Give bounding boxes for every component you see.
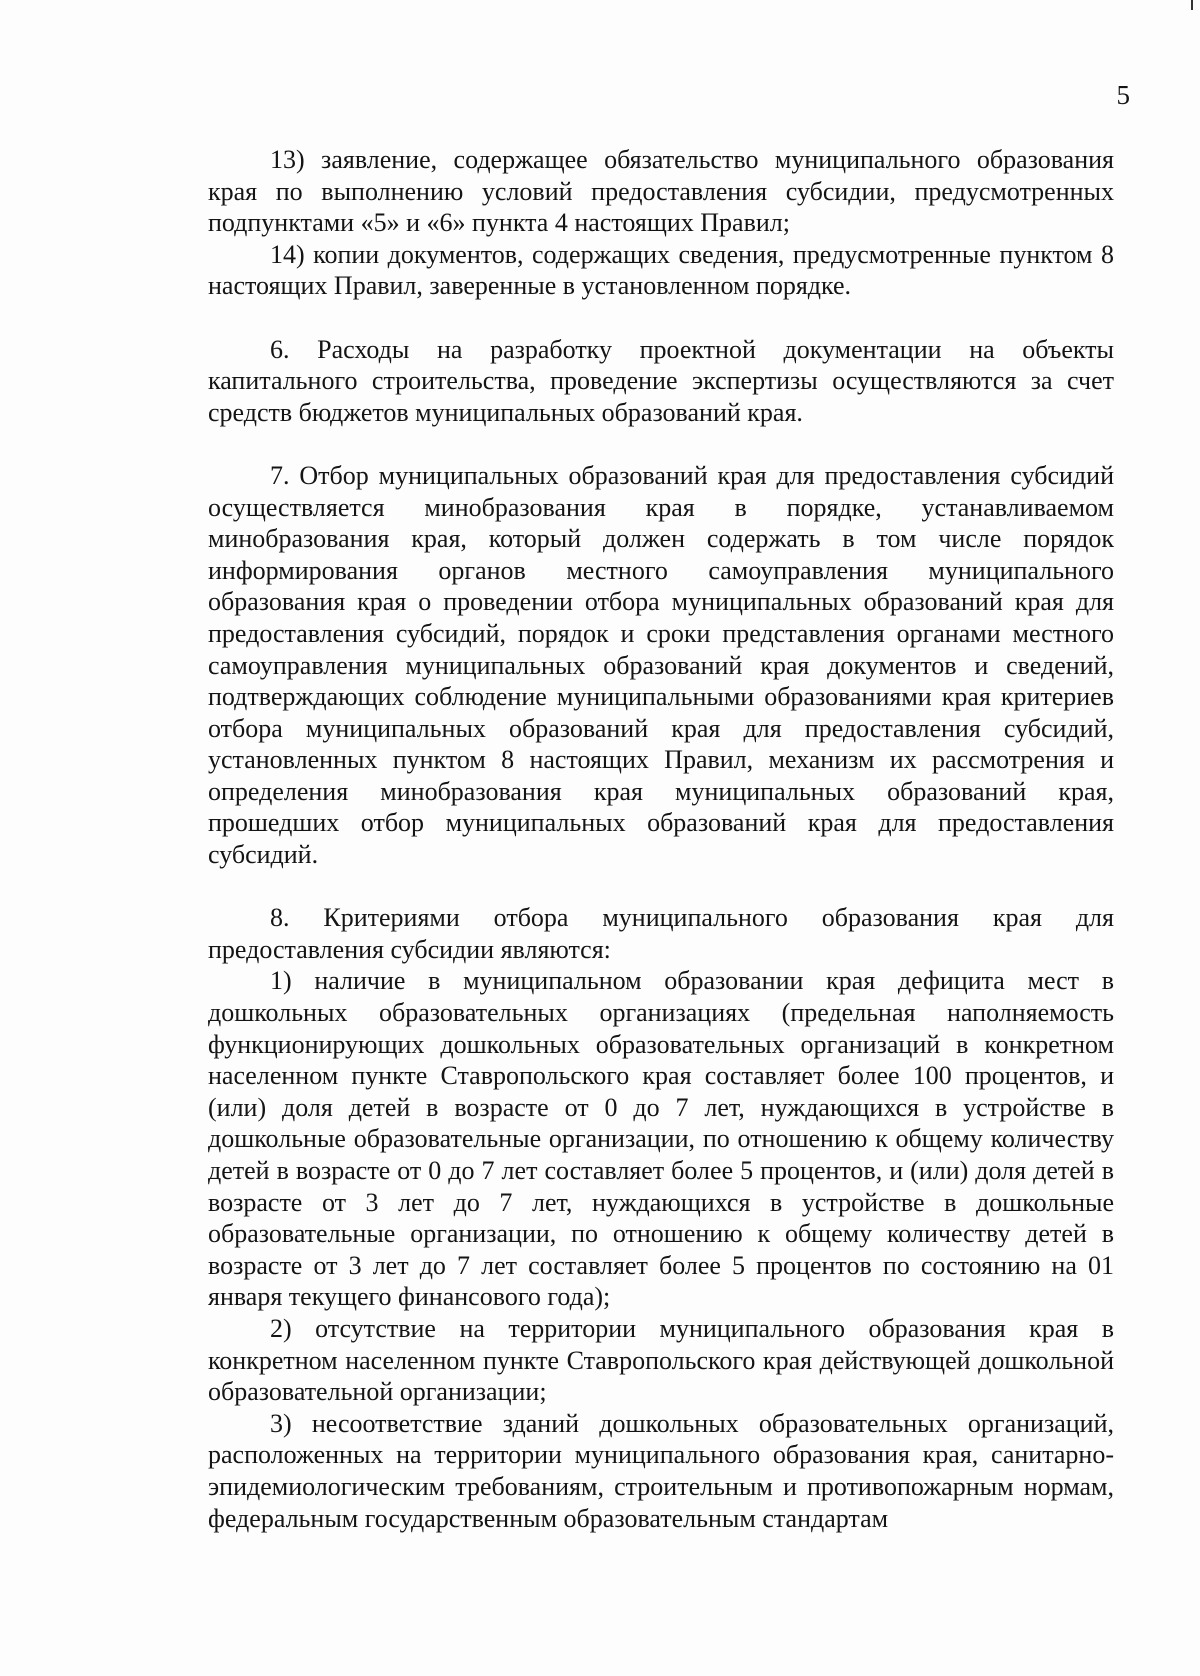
document-body — [208, 144, 1114, 1534]
paragraph-criterion-3: 3) несоответствие зданий дошкольных образовательных организаций, расположенных на территории муниципального образования края, санитарно-эпидемиологическим требованиям, строительным и противопожарным нормам, федеральным государственным образовательным стандартам — [208, 1408, 1114, 1533]
paragraph-item-13: 13) заявление, содержащее обязательство муниципального образования края по выполнению условий предоставления субсидии, предусмотренных подпунктами «5» и «6» пункта 4 настоящих Правил; — [208, 145, 1114, 238]
paragraph-section-8: 8. Критериями отбора муниципального образования края для предоставления субсидии являются: — [208, 903, 1114, 964]
paragraph-item-14: 14) копии документов, содержащих сведения, предусмотренные пунктом 8 настоящих Правил, заверенные в установленном порядке. — [208, 239, 1114, 301]
scan-edge-mark — [1191, 0, 1193, 10]
paragraph-section-7: 7. Отбор муниципальных образований края для предоставления субсидий осуществляется минобразования края в порядке, устанавливаемом минобразования края, который должен содержать в том числе порядок информирования органов местного самоуправления муниципального образования края о проведении отбора муниципальных образований края для предоставления субсидий, порядок и сроки представления органами местного самоуправления муниципальных образований края документов и сведений, подтверждающих соблюдение муниципальными образованиями края критериев отбора муниципальных образований края для предоставления субсидий, установленных пунктом 8 настоящих Правил, механизм их рассмотрения и определения минобразования края муниципальных образований края, прошедших отбор муниципальных образований края для предоставления субсидий. — [208, 460, 1114, 870]
page-number: 5 — [1116, 80, 1130, 110]
paragraph-criterion-2: 2) отсутствие на территории муниципального образования края в конкретном населенном пункте Ставропольского края действующей дошкольной образовательной организации; — [208, 1313, 1114, 1407]
paragraph-section-6: 6. Расходы на разработку проектной документации на объекты капитального строительства, проведение экспертизы осуществляются за счет средств бюджетов муниципальных образований края. — [208, 334, 1114, 427]
paragraph-criterion-1: 1) наличие в муниципальном образовании края дефицита мест в дошкольных образовательных организациях (предельная наполняемость функционирующих дошкольных образовательных организаций в конкретном населенном пункте Ставропольского края составляет более 100 процентов, и (или) доля детей в возрасте от 0 до 7 лет, нуждающихся в устройстве в дошкольные образовательные организации, по отношению к общему количеству детей в возрасте от 0 до 7 лет составляет более 5 процентов, и (или) доля детей в возрасте от 3 лет до 7 лет, нуждающихся в устройстве в дошкольные образовательные организации, по отношению к общему количеству детей в возрасте от 3 лет до 7 лет составляет более 5 процентов по состоянию на 01 января текущего финансового года); — [208, 966, 1114, 1312]
